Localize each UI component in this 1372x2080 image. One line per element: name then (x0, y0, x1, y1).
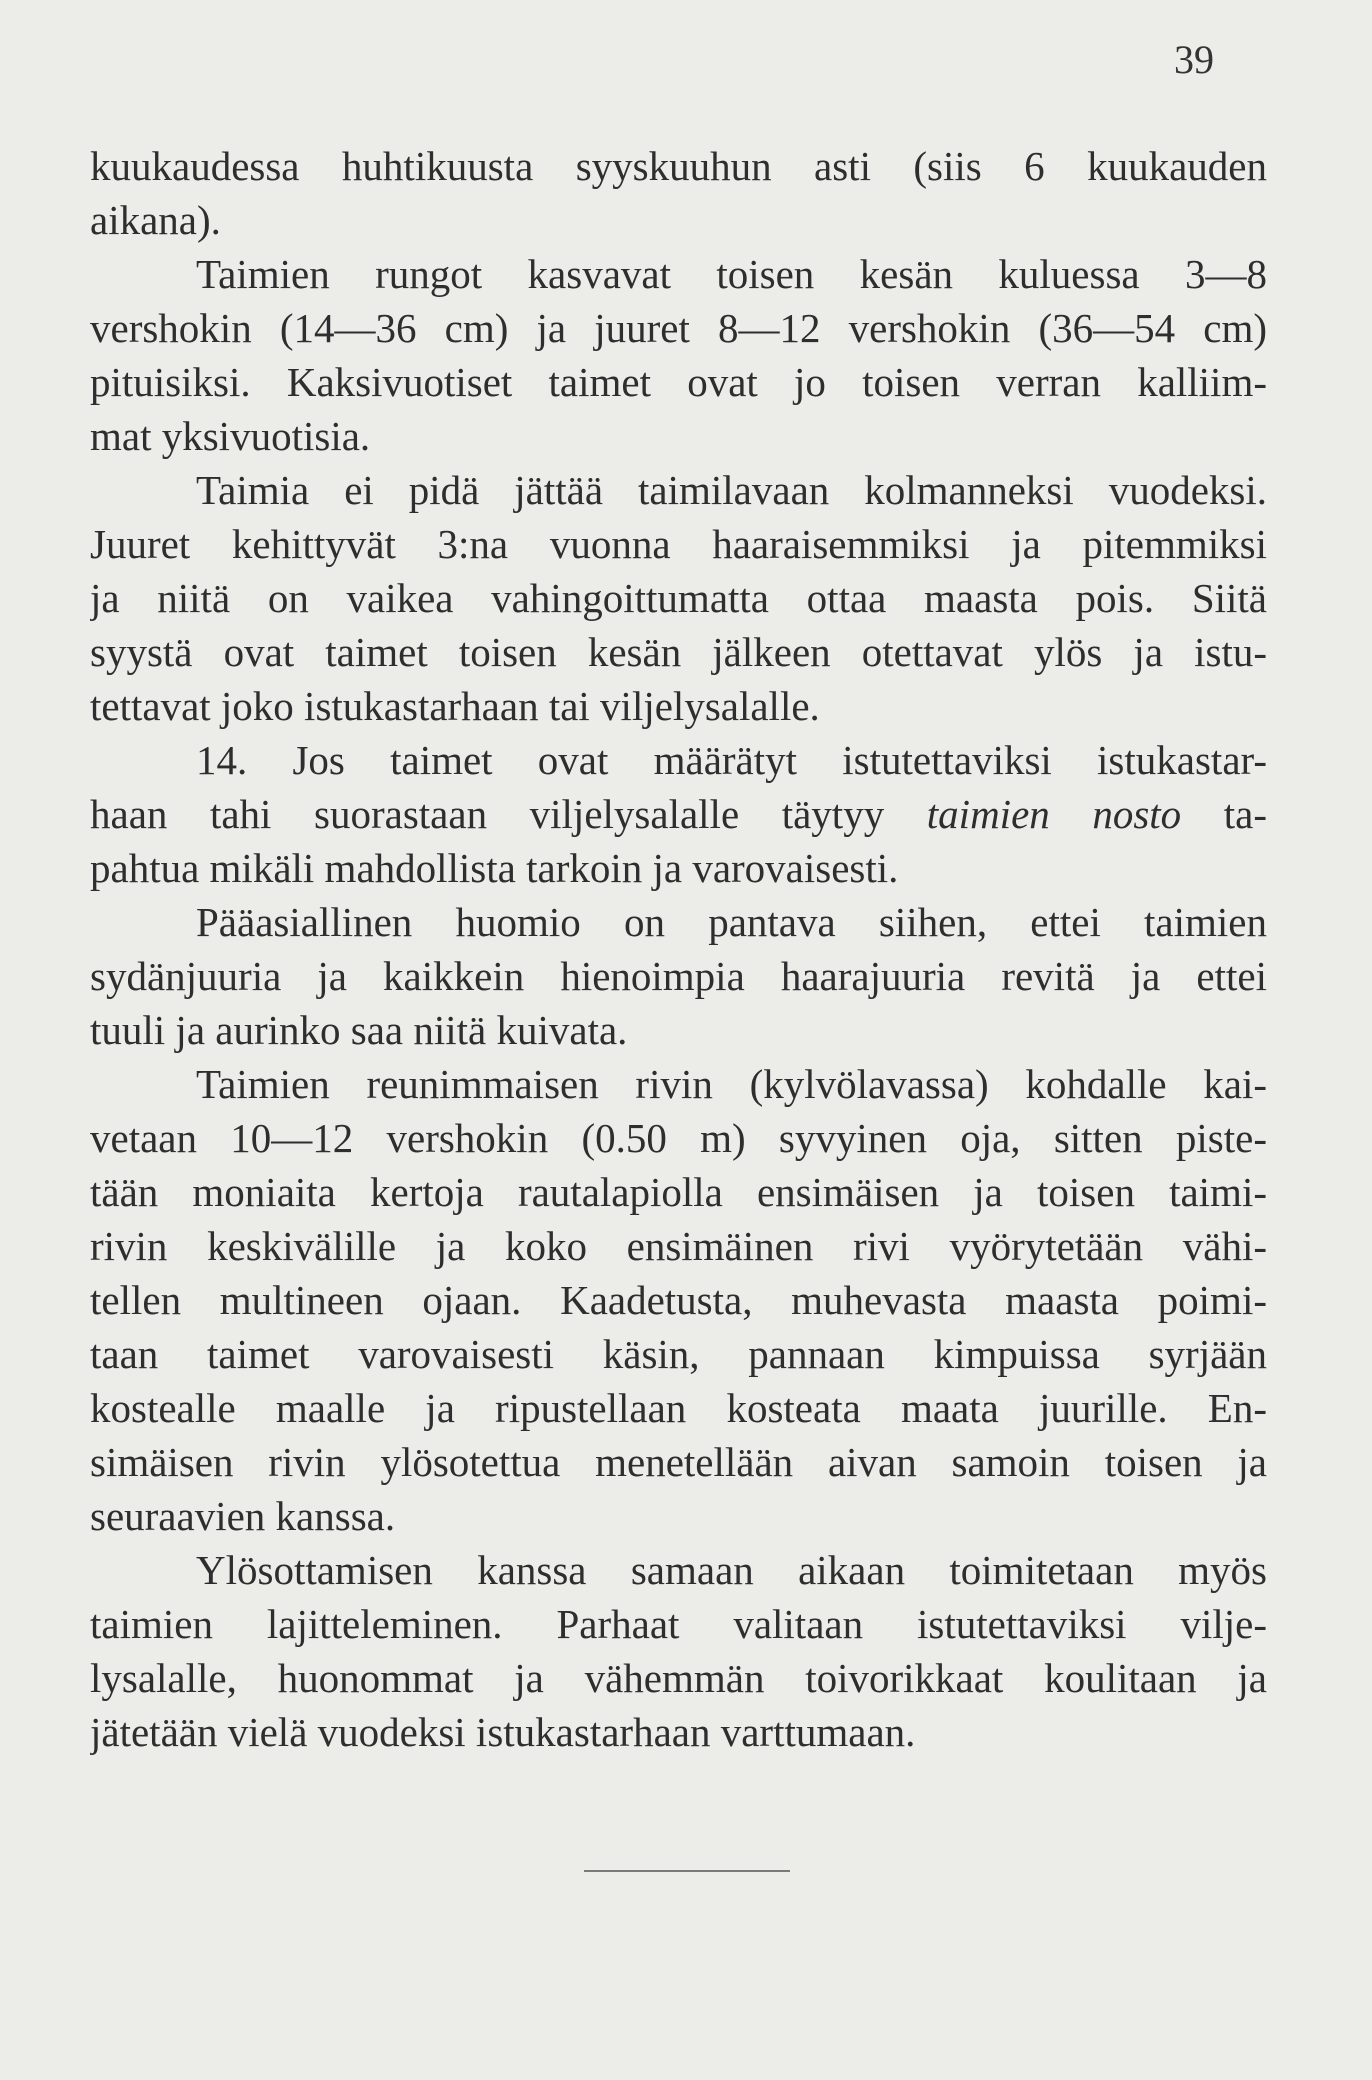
paragraph (90, 1543, 1267, 1759)
text-line: 14. Jos taimet ovat määrätyt istutettaviksi istukastar- (196, 737, 1267, 783)
text-line: seuraavien kanssa. (90, 1493, 396, 1539)
text-line (90, 787, 1267, 841)
paragraph (90, 1057, 1267, 1543)
text-line: vetaan 10—12 vershokin (0.50 m) syvyinen oja, sitten piste- (90, 1115, 1267, 1161)
paragraph (90, 733, 1267, 895)
text-line: kuukaudessa huhtikuusta syyskuuhun asti (siis 6 kuukauden (90, 143, 1267, 189)
page-number: 39 (1174, 37, 1214, 82)
text-line: tuuli ja aurinko saa niitä kuivata. (90, 1007, 628, 1053)
text-line: Taimien reunimmaisen rivin (kylvölavassa) kohdalle kai- (196, 1061, 1267, 1107)
body-text (90, 139, 1267, 1759)
text-line: mat yksivuotisia. (90, 413, 371, 459)
emphasized-term: taimien nosto (926, 791, 1182, 837)
text-line: tettavat joko istukastarhaan tai viljelysalalle. (90, 683, 820, 729)
section-end-rule (584, 1870, 790, 1872)
text-segment: haan tahi suorastaan viljelysalalle täytyy (90, 791, 927, 837)
text-line: Ylösottamisen kanssa samaan aikaan toimitetaan myös (196, 1547, 1267, 1593)
text-line: taimien lajitteleminen. Parhaat valitaan istutettaviksi vilje- (90, 1601, 1267, 1647)
text-line: tään moniaita kertoja rautalapiolla ensimäisen ja toisen taimi- (90, 1169, 1267, 1215)
text-line: kostealle maalle ja ripustellaan kosteata maata juurille. En- (90, 1385, 1267, 1431)
text-line: rivin keskivälille ja koko ensimäinen rivi vyörytetään vähi- (90, 1223, 1267, 1269)
text-line: tellen multineen ojaan. Kaadetusta, muhevasta maasta poimi- (90, 1277, 1267, 1323)
text-line: Taimia ei pidä jättää taimilavaan kolmanneksi vuodeksi. (196, 467, 1267, 513)
text-line: pituisiksi. Kaksivuotiset taimet ovat jo toisen verran kalliim- (90, 359, 1267, 405)
text-line: sydänjuuria ja kaikkein hienoimpia haarajuuria revitä ja ettei (90, 953, 1267, 999)
text-line: Pääasiallinen huomio on pantava siihen, ettei taimien (196, 899, 1267, 945)
text-line: lysalalle, huonommat ja vähemmän toivorikkaat koulitaan ja (90, 1655, 1267, 1701)
paragraph (90, 895, 1267, 1057)
text-line: vershokin (14—36 cm) ja juuret 8—12 vershokin (36—54 cm) (90, 305, 1267, 351)
text-line: ja niitä on vaikea vahingoittumatta ottaa maasta pois. Siitä (90, 575, 1267, 621)
text-line: Taimien rungot kasvavat toisen kesän kuluessa 3—8 (196, 251, 1267, 297)
text-line: Juuret kehittyvät 3:na vuonna haaraisemmiksi ja pitemmiksi (90, 521, 1267, 567)
text-line: aikana). (90, 197, 221, 243)
paragraph (90, 247, 1267, 463)
text-line: simäisen rivin ylösotettua menetellään aivan samoin toisen ja (90, 1439, 1267, 1485)
text-segment: ta- (1181, 791, 1267, 837)
paragraph (90, 463, 1267, 733)
paragraph (90, 139, 1267, 247)
text-line: taan taimet varovaisesti käsin, pannaan kimpuissa syrjään (90, 1331, 1267, 1377)
text-line: pahtua mikäli mahdollista tarkoin ja varovaisesti. (90, 845, 899, 891)
text-line: syystä ovat taimet toisen kesän jälkeen otettavat ylös ja istu- (90, 629, 1267, 675)
text-line: jätetään vielä vuodeksi istukastarhaan varttumaan. (90, 1709, 916, 1755)
